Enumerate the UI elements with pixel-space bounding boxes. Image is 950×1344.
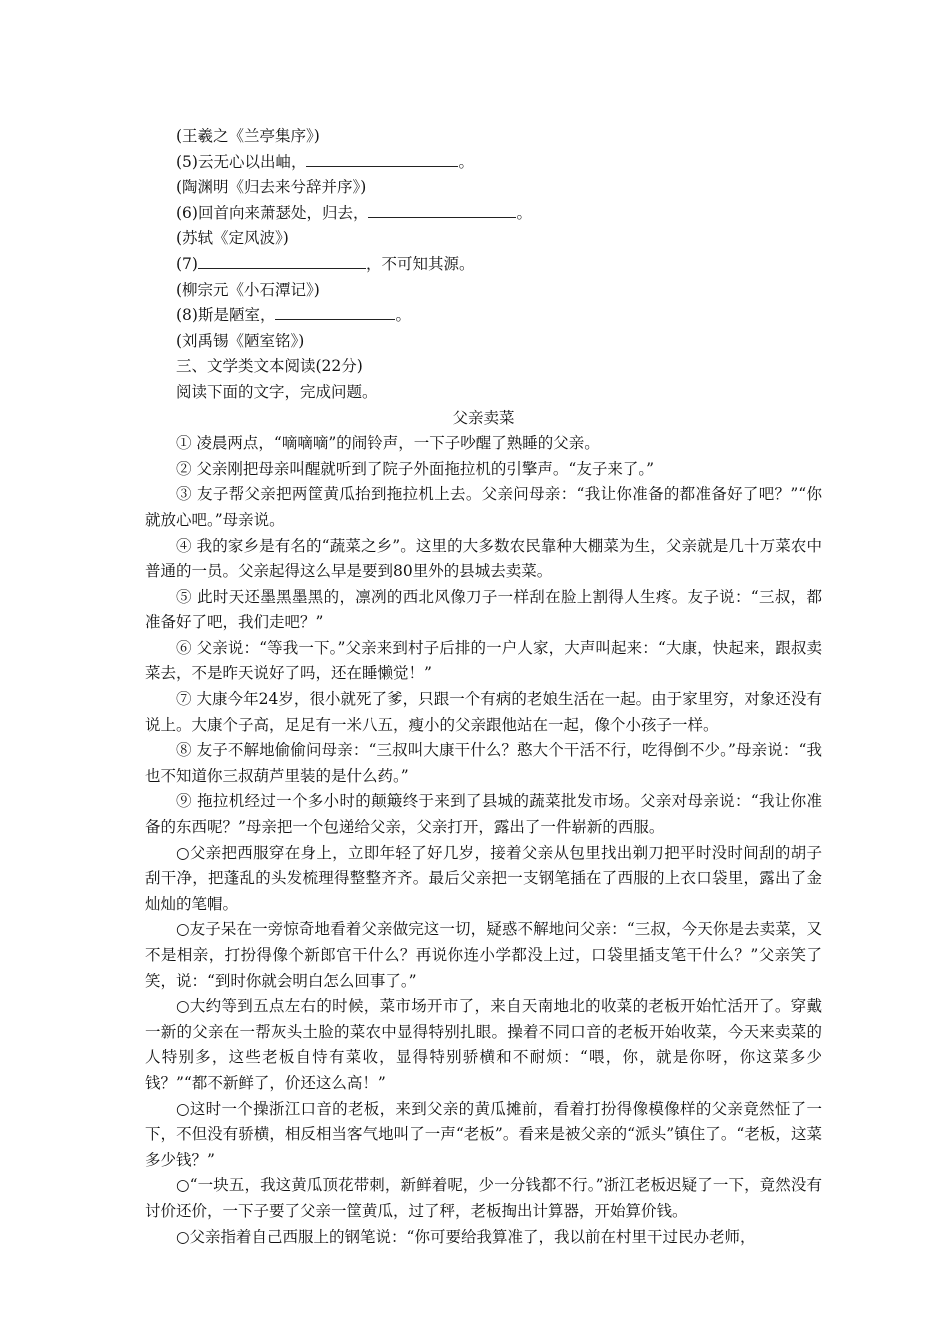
story-paragraph: ③ 友子帮父亲把两筐黄瓜抬到拖拉机上去。父亲问母亲：“我让你准备的都准备好了吧？”“你就放心吧。”母亲说。 <box>145 485 822 529</box>
fill-in-question-7 <box>145 252 822 278</box>
story-paragraph: ② 父亲刚把母亲叫醒就听到了院子外面拖拉机的引擎声。“友子来了。” <box>176 459 655 478</box>
answer-blank[interactable] <box>368 201 516 218</box>
story-paragraph: ⑦ 大康今年24岁，很小就死了爹，只跟一个有病的老娘生活在一起。由于家里穷，对象还没有说上。大康个子高，足足有一米八五，瘦小的父亲跟他站在一起，像个小孩子一样。 <box>145 690 822 734</box>
story-paragraph: ○父亲把西服穿在身上，立即年轻了好几岁，接着父亲从包里找出剃刀把平时没时间刮的胡子刮干净，把蓬乱的头发梳理得整整齐齐。最后父亲把一支钢笔插在了西服的上衣口袋里，露出了金灿灿的笔帽。 <box>145 843 822 913</box>
answer-blank[interactable] <box>306 150 458 167</box>
fill-in-question-8 <box>145 303 822 329</box>
fill-in-question-6 <box>145 201 822 227</box>
attribution-line: (刘禹锡《陋室铭》) <box>176 331 305 350</box>
story-paragraph: ○大约等到五点左右的时候，菜市场开市了，来自天南地北的收菜的老板开始忙活开了。穿戴一新的父亲在一帮灰头土脸的菜农中显得特别扎眼。操着不同口音的老板开始收菜，今天来卖菜的人特别多，这些老板自恃有菜收，显得特别骄横和不耐烦：“喂，你，就是你呀，你这菜多少钱？”“都不新鲜了，价还这么高！” <box>145 997 822 1092</box>
question-text: 。 <box>516 203 532 222</box>
fill-in-question-5 <box>145 150 822 176</box>
story-title: 父亲卖菜 <box>452 408 515 427</box>
story-paragraph: ○这时一个操浙江口音的老板，来到父亲的黄瓜摊前，看着打扮得像模像样的父亲竟然怔了一下，不但没有骄横，相反相当客气地叫了一声“老板”。看来是被父亲的“派头”镇住了。“老板，这菜多少钱？” <box>145 1099 822 1169</box>
question-text: (8)斯是陋室， <box>176 306 276 325</box>
section-heading: 三、文学类文本阅读(22分) <box>176 357 363 376</box>
story-paragraph: ○“一块五，我这黄瓜顶花带刺，新鲜着呢，少一分钱都不行。”浙江老板迟疑了一下，竟然没有讨价还价，一下子要了父亲一筐黄瓜，过了秤，老板掏出计算器，开始算价钱。 <box>145 1176 822 1220</box>
story-paragraph: ① 凌晨两点，“嘀嘀嘀”的闹铃声，一下子吵醒了熟睡的父亲。 <box>176 434 600 453</box>
attribution-line: (柳宗元《小石潭记》) <box>176 280 320 299</box>
section-instruction: 阅读下面的文字，完成问题。 <box>176 382 378 401</box>
question-text: (6)回首向来萧瑟处，归去， <box>176 203 369 222</box>
question-text: 。 <box>395 306 411 325</box>
answer-blank[interactable] <box>275 303 395 320</box>
question-text: ，不可知其源。 <box>365 254 475 273</box>
question-text: 。 <box>458 152 474 171</box>
question-text: (5)云无心以出岫， <box>176 152 307 171</box>
story-paragraph: ○友子呆在一旁惊奇地看着父亲做完这一切，疑惑不解地问父亲：“三叔，今天你是去卖菜，又不是相亲，打扮得像个新郎官干什么？再说你连小学都没上过，口袋里插支笔干什么？”父亲笑了笑，说：“到时你就会明白怎么回事了。” <box>145 920 822 990</box>
attribution-line: (陶渊明《归去来兮辞并序》) <box>176 178 367 197</box>
story-paragraph: ⑤ 此时天还墨黑墨黑的，凛冽的西北风像刀子一样刮在脸上割得人生疼。友子说：“三叔，都准备好了吧，我们走吧？” <box>145 587 822 632</box>
answer-blank[interactable] <box>198 252 366 269</box>
attribution-line: (王羲之《兰亭集序》) <box>176 127 320 145</box>
attribution-line: (苏轼《定风波》) <box>176 229 289 248</box>
story-paragraph: ⑧ 友子不解地偷偷问母亲：“三叔叫大康干什么？憨大个干活不行，吃得倒不少。”母亲说：“我也不知道你三叔葫芦里装的是什么药。” <box>145 741 822 785</box>
story-paragraph: ○父亲指着自己西服上的钢笔说：“你可要给我算准了，我以前在村里干过民办老师， <box>176 1227 756 1246</box>
story-paragraph: ④ 我的家乡是有名的“蔬菜之乡”。这里的大多数农民靠种大棚菜为生，父亲就是几十万菜农中普通的一员。父亲起得这么早是要到80里外的县城去卖菜。 <box>145 536 822 581</box>
question-text: (7) <box>176 254 198 273</box>
story-paragraph: ⑥ 父亲说：“等我一下。”父亲来到村子后排的一户人家，大声叫起来：“大康，快起来，跟叔卖菜去，不是昨天说好了吗，还在睡懒觉！” <box>145 638 822 683</box>
story-paragraph: ⑨ 拖拉机经过一个多小时的颠簸终于来到了县城的蔬菜批发市场。父亲对母亲说：“我让你准备的东西呢？”母亲把一个包递给父亲，父亲打开，露出了一件崭新的西服。 <box>145 792 822 837</box>
